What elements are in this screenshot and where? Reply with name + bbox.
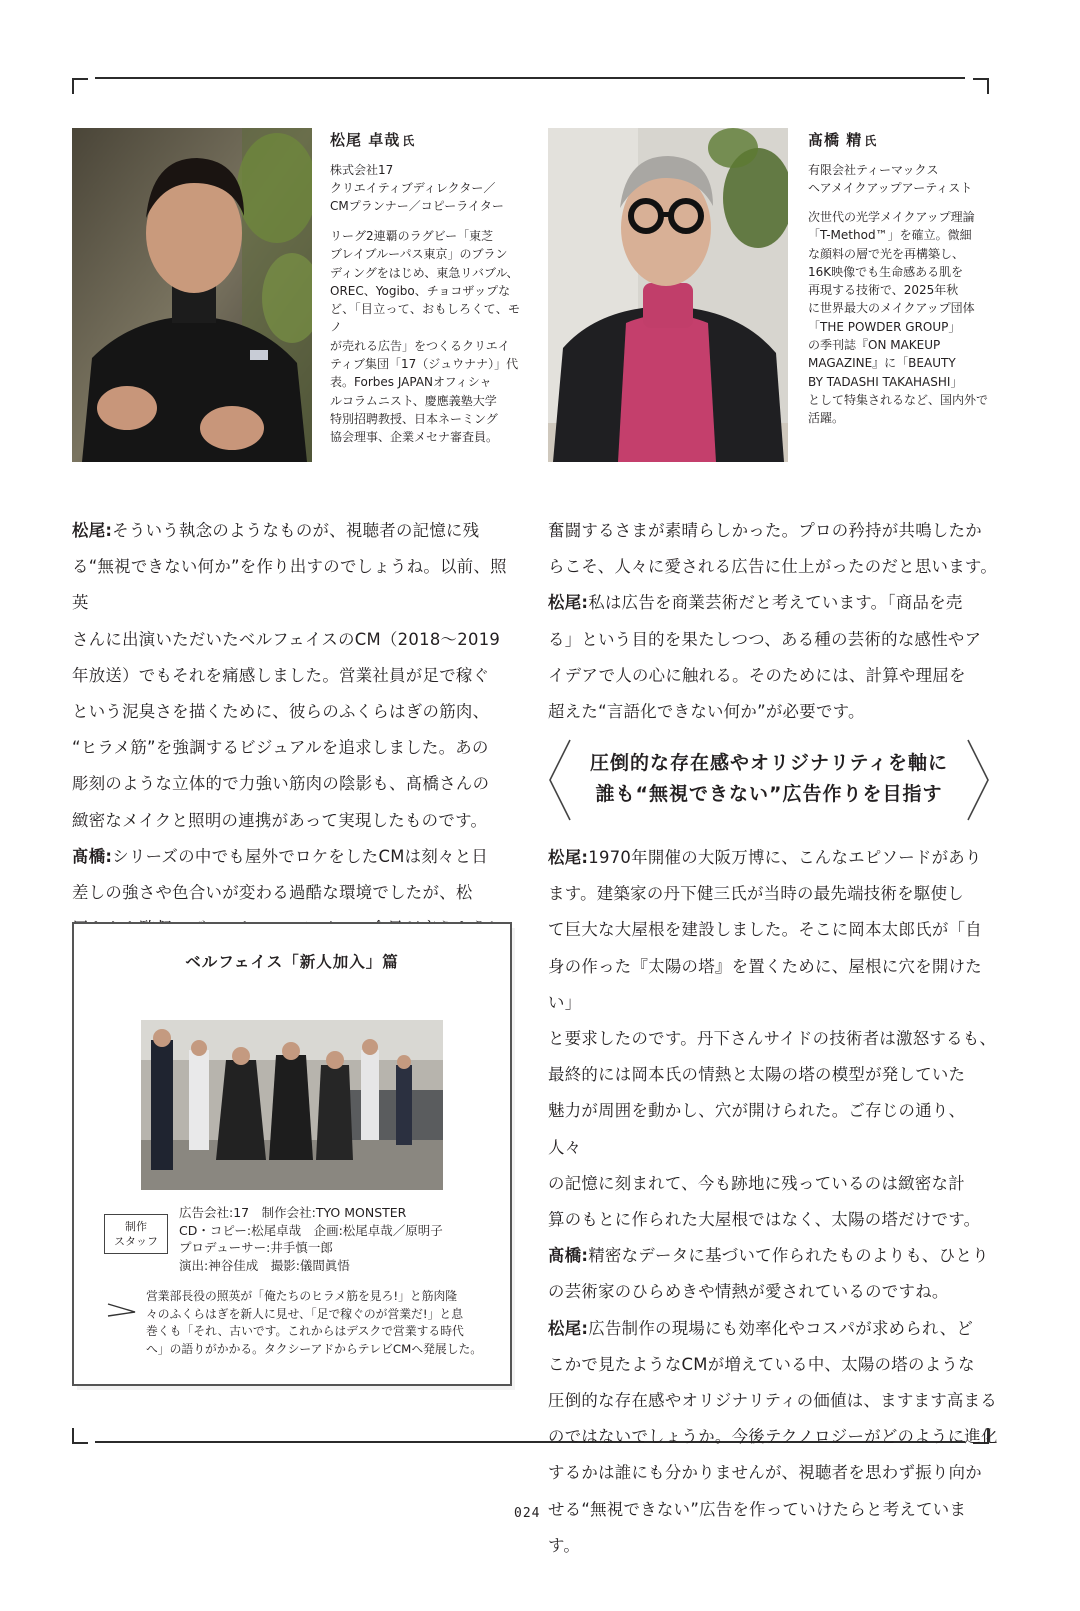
ad-credit-line: 演出:神谷佳成 撮影:儀間眞悟 bbox=[179, 1257, 350, 1273]
takahashi-bio-line: に世界最大のメイクアップ団体 bbox=[808, 301, 975, 316]
body-line: 差しの強さや色合いが変わる過酷な環境でしたが、松 bbox=[72, 883, 473, 903]
page-number: 024 bbox=[514, 1506, 541, 1521]
takahashi-bio-line: として特集されるなど、国内外で bbox=[808, 392, 989, 407]
body-line: 圧倒的な存在感やオリジナリティの価値は、ますます高まる bbox=[548, 1391, 998, 1411]
takahashi-bio-line: 16K映像でも生命感ある肌を bbox=[808, 264, 964, 279]
matsuo-bio-line: 特別招聘教授、日本ネーミング bbox=[330, 411, 498, 426]
matsuo-bio bbox=[330, 227, 520, 447]
matsuo-name-suffix: 氏 bbox=[402, 134, 416, 148]
heading-right-chevron-icon bbox=[966, 738, 990, 822]
body-line: らこそ、人々に愛される広告に仕上がったのだと思います。 bbox=[548, 557, 998, 577]
body-line: 緻密なメイクと照明の連携があって実現したものです。 bbox=[72, 810, 488, 830]
dialogue-paragraph bbox=[548, 513, 998, 585]
dialogue-paragraph bbox=[548, 1311, 998, 1564]
body-line: 年放送）でもそれを痛感しました。営業社員が足で稼ぐ bbox=[72, 665, 490, 685]
body-line: て巨大な大屋根を建設しました。そこに岡本太郎氏が「自 bbox=[548, 920, 982, 940]
body-line: するかは誰にも分かりませんが、視聴者を思わず振り向か bbox=[548, 1463, 982, 1483]
takahashi-bio-line: 活躍。 bbox=[808, 411, 845, 426]
body-line: 最終的には岡本氏の情熱と太陽の塔の模型が発していた bbox=[548, 1065, 966, 1085]
takahashi-company-line: 有限会社ティーマックス bbox=[808, 163, 939, 177]
body-line: 身の作った『太陽の塔』を置くために、屋根に穴を開けたい」 bbox=[548, 956, 982, 1012]
dialogue-paragraph bbox=[548, 1238, 998, 1310]
speaker-label: 髙橋: bbox=[72, 846, 113, 866]
speaker-label: 松尾: bbox=[72, 521, 113, 540]
matsuo-bio-line: ディングをはじめ、東急リバブル、 bbox=[330, 265, 519, 280]
ad-summary-line: 巻くも「それ、古いです。これからはデスクで営業する時代 bbox=[146, 1324, 464, 1338]
takahashi-bio-line: 「T-Method™」を確立。微細 bbox=[808, 228, 972, 243]
body-line: の芸術家のひらめきや情熱が愛されているのですね。 bbox=[548, 1282, 949, 1302]
section-heading-line: 誰も“無視できない”広告作りを目指す bbox=[595, 783, 943, 805]
dialogue-paragraph bbox=[72, 513, 522, 839]
body-line: のではないでしょうか。今後テクノロジーがどのように進化 bbox=[548, 1427, 998, 1447]
takahashi-bio-line: MAGAZINE』に「BEAUTY bbox=[808, 356, 956, 371]
ad-staff-label-line: スタッフ bbox=[114, 1235, 158, 1248]
ad-credits bbox=[179, 1204, 443, 1274]
body-line: という泥臭さを描くために、彼らのふくらはぎの筋肉、 bbox=[72, 702, 490, 722]
matsuo-bio-line: ルコラムニスト、慶應義塾大学 bbox=[330, 393, 497, 408]
ad-summary-line: へ」の語りがかかる。タクシーアドからテレビCMへ発展した。 bbox=[146, 1341, 483, 1356]
body-line: 広告制作の現場にも効率化やコスパが求められ、ど bbox=[588, 1318, 974, 1338]
ad-summary-line: 営業部長役の照英が「俺たちのヒラメ筋を見ろ!」と筋肉隆 bbox=[146, 1289, 458, 1303]
matsuo-bio-line: 表。Forbes JAPANオフィシャ bbox=[330, 375, 492, 390]
takahashi-company-line: ヘアメイクアップアーティスト bbox=[808, 181, 973, 195]
section-heading-line: 圧倒的な存在感やオリジナリティを軸に bbox=[589, 752, 949, 774]
speaker-label: 松尾: bbox=[548, 1318, 589, 1338]
speaker-label: 髙橋: bbox=[548, 1246, 589, 1266]
section-heading bbox=[572, 748, 966, 810]
matsuo-company bbox=[330, 161, 504, 215]
ad-cm-still-photo bbox=[141, 1020, 443, 1190]
body-line: シリーズの中でも屋外でロケをしたCMは刻々と日 bbox=[112, 846, 489, 866]
takahashi-bio-line: 「THE POWDER GROUP」 bbox=[808, 319, 961, 334]
takahashi-name-text: 髙橋 精 bbox=[808, 131, 863, 149]
body-line: 1970年開催の大阪万博に、こんなエピソードがあり bbox=[588, 848, 982, 867]
ad-credit-line: 広告会社:17 制作会社:TYO MONSTER bbox=[179, 1205, 407, 1220]
matsuo-company-line: 株式会社17 bbox=[330, 163, 394, 177]
left-body-column bbox=[72, 513, 522, 947]
takahashi-bio-line: な顔料の層で光を再構築し、 bbox=[808, 246, 965, 261]
ad-staff-label-line: 制作 bbox=[125, 1220, 147, 1233]
ad-summary-line: 々のふくらはぎを新人に見せ、「足で稼ぐのが営業だ!」と息 bbox=[146, 1306, 463, 1321]
matsuo-name-text: 松尾 卓哉 bbox=[330, 131, 401, 149]
dialogue-paragraph bbox=[548, 585, 998, 730]
body-line: 精密なデータに基づいて作られたものよりも、ひとり bbox=[588, 1246, 989, 1266]
matsuo-name bbox=[330, 129, 415, 150]
right-body-column-top bbox=[548, 513, 998, 730]
frame-corner-bottom-left bbox=[72, 1428, 88, 1444]
body-line: と要求したのです。丹下さんサイドの技術者は激怒するも、 bbox=[548, 1029, 997, 1049]
matsuo-bio-line: OREC、Yogibo、チョコザップな bbox=[330, 283, 511, 298]
body-line: せる“無視できない”広告を作っていけたらと考えています。 bbox=[548, 1499, 967, 1555]
takahashi-bio-line: の季刊誌『ON MAKEUP bbox=[808, 338, 941, 353]
takahashi-bio-line: 次世代の光学メイクアップ理論 bbox=[808, 210, 975, 224]
body-line: の記憶に刻まれて、今も跡地に残っているのは緻密な計 bbox=[548, 1173, 965, 1193]
body-line: 超えた“言語化できない何か”が必要です。 bbox=[548, 702, 865, 722]
matsuo-bio-line: ど、「目立って、おもしろくて、モノ bbox=[330, 302, 520, 335]
takahashi-bio-line: BY TADASHI TAKAHASHI」 bbox=[808, 374, 963, 389]
takahashi-name-suffix: 氏 bbox=[864, 134, 878, 148]
body-line: 私は広告を商業芸術だと考えています。「商品を売 bbox=[588, 593, 963, 613]
takahashi-bio bbox=[808, 208, 993, 428]
frame-top-line bbox=[95, 77, 965, 79]
body-line: さんに出演いただいたベルフェイスのCM（2018〜2019 bbox=[72, 629, 501, 649]
ad-summary-arrow-icon bbox=[107, 1300, 139, 1318]
body-line: 奮闘するさまが素晴らしかった。プロの矜持が共鳴したか bbox=[548, 521, 982, 540]
matsuo-bio-line: が売れる広告」をつくるクリエイ bbox=[330, 338, 510, 353]
body-line: ます。建築家の丹下健三氏が当時の最先端技術を駆使し bbox=[548, 884, 964, 904]
ad-box bbox=[72, 922, 512, 1386]
frame-corner-top-right bbox=[973, 78, 989, 94]
matsuo-bio-line: ブレイブルーパス東京」のブラン bbox=[330, 247, 508, 262]
body-line: 魅力が周囲を動かし、穴が開けられた。ご存じの通り、人々 bbox=[548, 1101, 966, 1157]
body-line: る」という目的を果たしつつ、ある種の芸術的な感性やア bbox=[548, 629, 982, 649]
takahashi-portrait-photo bbox=[548, 128, 788, 462]
takahashi-company bbox=[808, 161, 972, 197]
body-line: こかで見たようなCMが増えている中、太陽の塔のような bbox=[548, 1354, 975, 1374]
matsuo-bio-line: リーグ2連覇のラグビー「東芝 bbox=[330, 229, 494, 243]
ad-title: ベルフェイス「新人加入」篇 bbox=[185, 953, 399, 971]
ad-credit-line: プロデューサー:井手慎一郎 bbox=[179, 1240, 333, 1255]
frame-corner-top-left bbox=[72, 78, 88, 94]
heading-left-chevron-icon bbox=[548, 738, 572, 822]
right-body-column-bottom bbox=[548, 840, 998, 1564]
speaker-label: 松尾: bbox=[548, 848, 589, 867]
matsuo-bio-line: 協会理事、企業メセナ審査員。 bbox=[330, 430, 499, 445]
speaker-label: 松尾: bbox=[548, 593, 589, 613]
body-line: イデアで人の心に触れる。そのためには、計算や理屈を bbox=[548, 665, 966, 685]
body-line: 彫刻のような立体的で力強い筋肉の陰影も、髙橋さんの bbox=[72, 774, 490, 794]
body-line: る“無視できない何か”を作り出すのでしょうね。以前、照英 bbox=[72, 557, 507, 613]
matsuo-company-line: クリエイティブディレクター／ bbox=[330, 181, 496, 195]
matsuo-bio-line: ティブ集団「17（ジュウナナ）」代 bbox=[330, 357, 519, 372]
body-line: そういう執念のようなものが、視聴者の記憶に残 bbox=[112, 521, 480, 540]
matsuo-portrait-photo bbox=[72, 128, 312, 462]
body-line: 算のもとに作られた大屋根ではなく、太陽の塔だけです。 bbox=[548, 1210, 981, 1230]
ad-staff-label bbox=[104, 1214, 168, 1254]
ad-summary bbox=[146, 1288, 482, 1358]
matsuo-company-line: CMプランナー／コピーライター bbox=[330, 199, 504, 213]
ad-credit-line: CD・コピー:松尾卓哉 企画:松尾卓哉／原明子 bbox=[179, 1222, 443, 1238]
takahashi-name bbox=[808, 129, 877, 150]
dialogue-paragraph bbox=[548, 840, 998, 1238]
body-line: “ヒラメ筋”を強調するビジュアルを追求しました。あの bbox=[72, 738, 489, 758]
takahashi-bio-line: 再現する技術で、2025年秋 bbox=[808, 283, 959, 298]
